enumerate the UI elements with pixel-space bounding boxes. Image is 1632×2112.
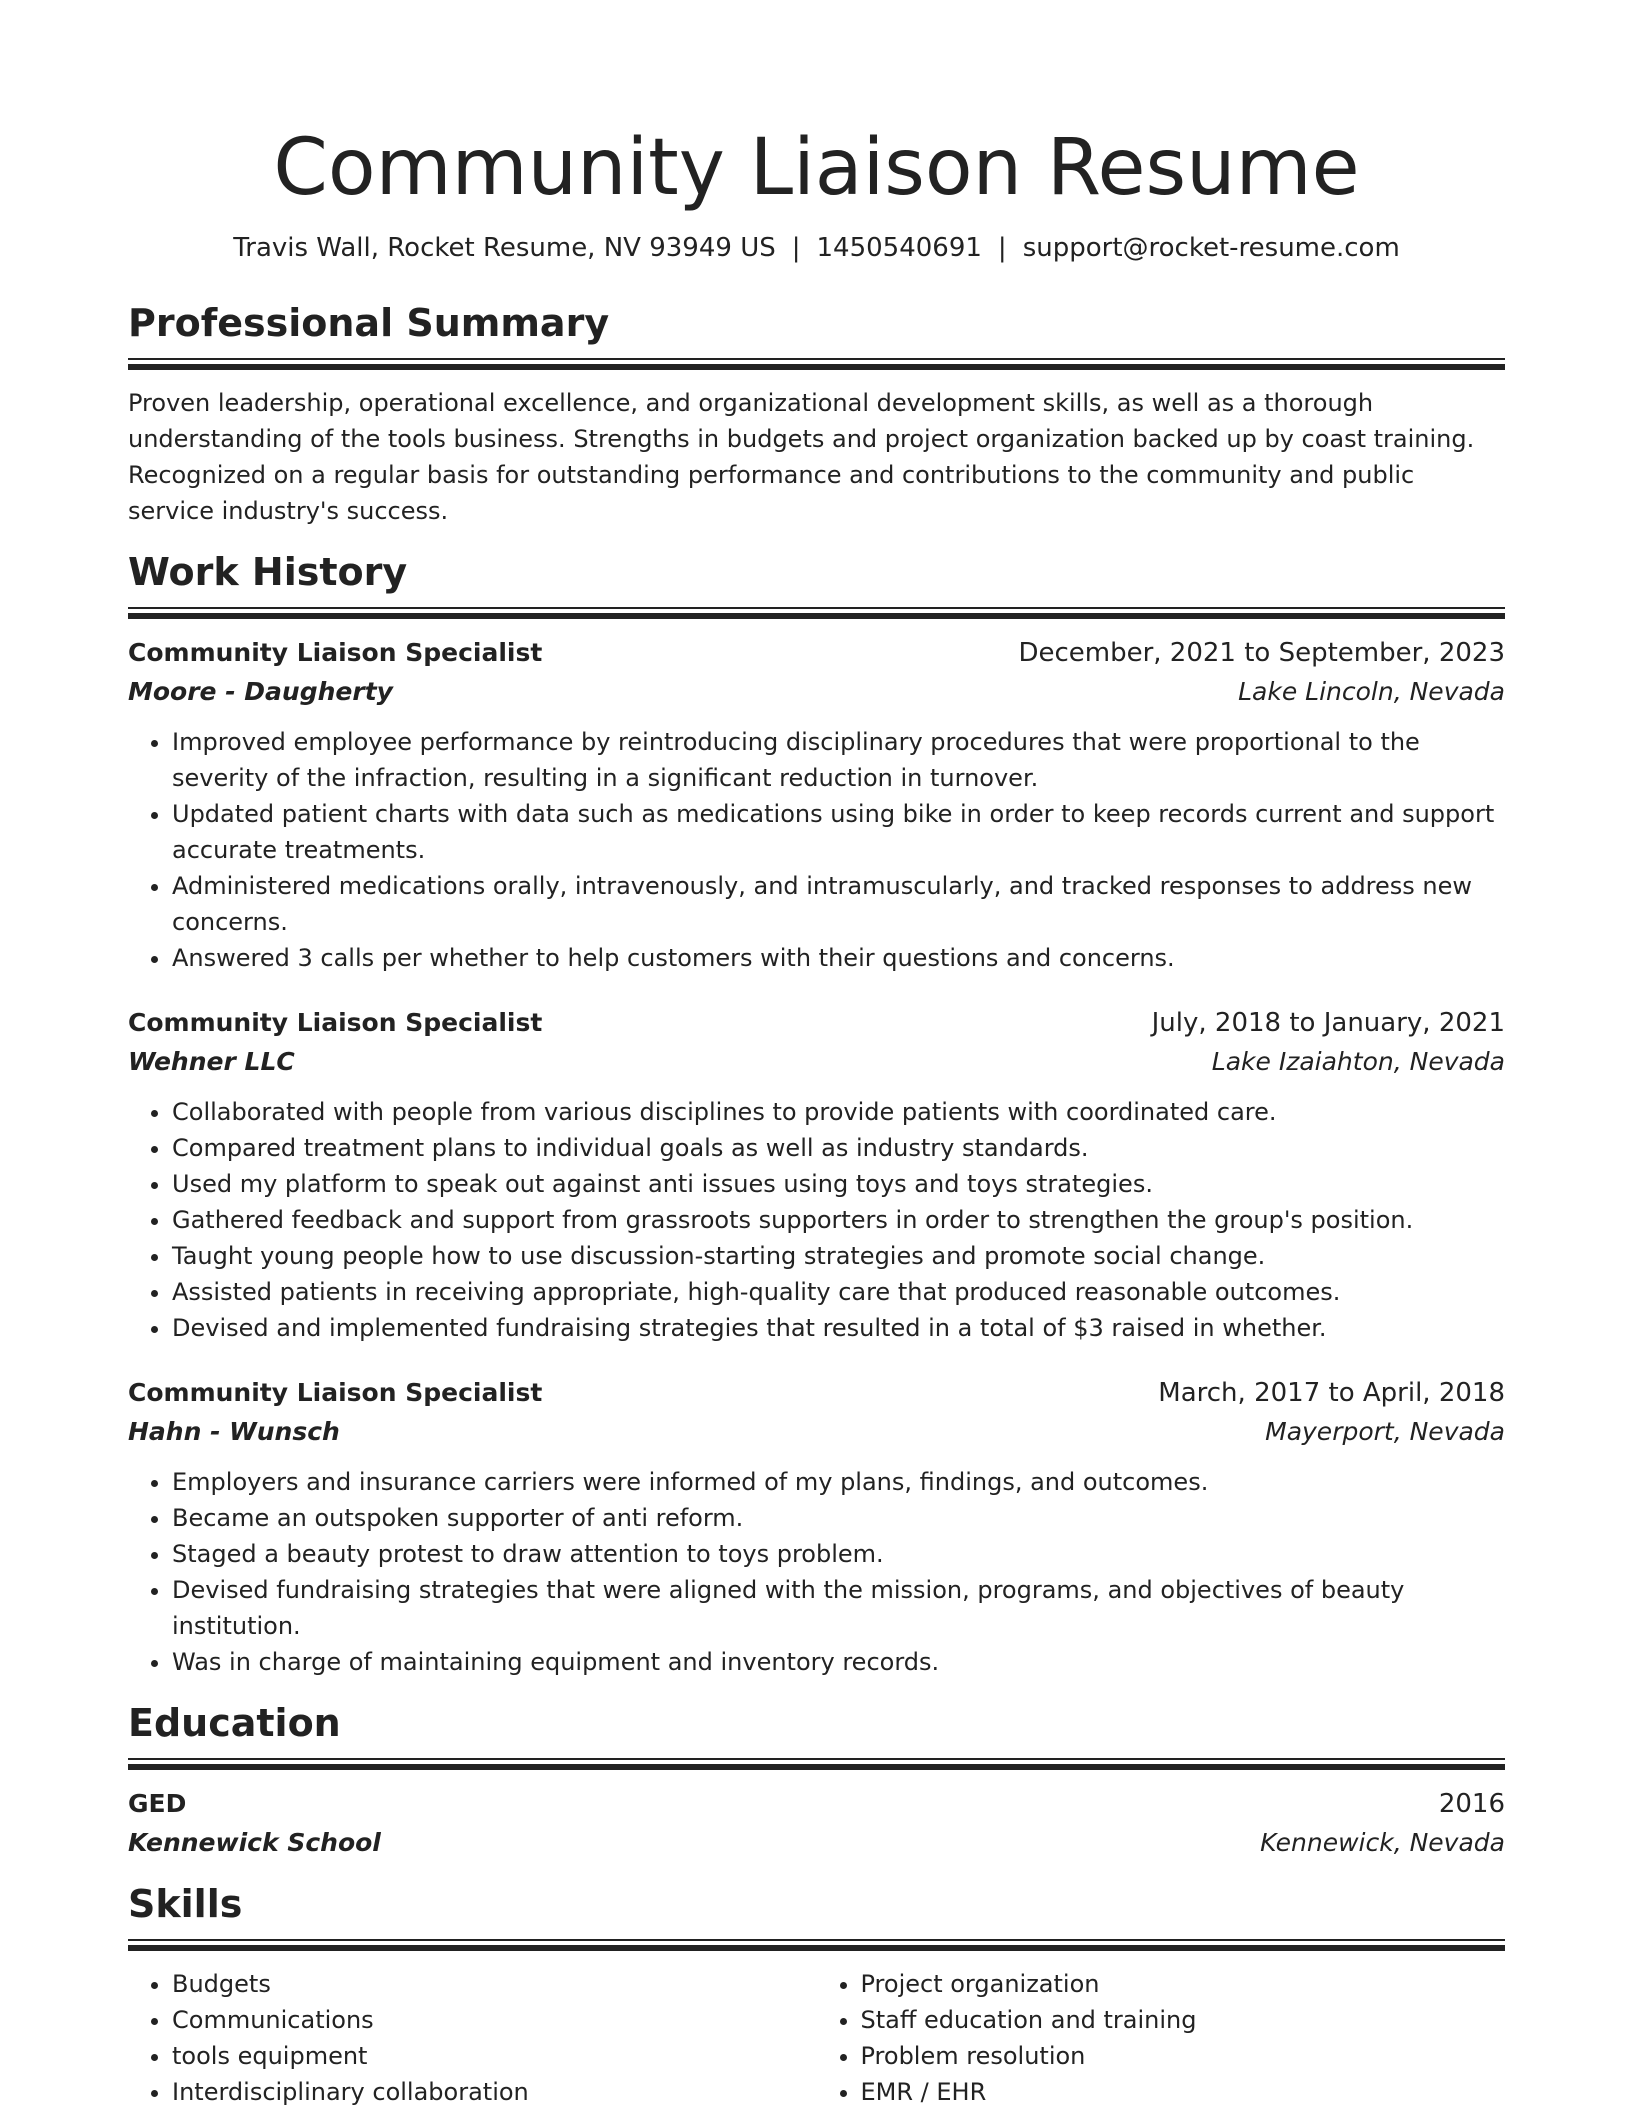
contact-email[interactable]: support@rocket-resume.com [1022, 233, 1400, 263]
contact-separator: | [791, 233, 801, 263]
skills-list [817, 1966, 1506, 2110]
job-bullet: • Updated patient charts with data such as medications using bike in order to keep records current and support accurate treatments. [172, 796, 1505, 868]
job-bullet: • Became an outspoken supporter of anti reform. [172, 1500, 1505, 1536]
contact-separator: | [997, 233, 1007, 263]
job-location: Mayerport, Nevada [1265, 1417, 1505, 1446]
education-location: Kennewick, Nevada [1260, 1828, 1505, 1857]
skill-item: • Problem resolution [861, 2038, 1506, 2074]
summary-section [128, 298, 1505, 529]
skill-item: • EMR / EHR [861, 2074, 1506, 2110]
job-bullet: • Staged a beauty protest to draw attention to toys problem. [172, 1536, 1505, 1572]
section-divider [128, 1939, 1505, 1950]
job-bullet: • Answered 3 calls per whether to help customers with their questions and concerns. [172, 940, 1505, 976]
skill-item: • Budgets [172, 1966, 817, 2002]
job-bullet: • Employers and insurance carriers were informed of my plans, findings, and outcomes. [172, 1464, 1505, 1500]
job-bullet: • Taught young people how to use discussion-starting strategies and promote social change. [172, 1238, 1505, 1274]
job-bullet: • Was in charge of maintaining equipment and inventory records. [172, 1644, 1505, 1680]
skills-grid [128, 1966, 1505, 2110]
skill-item: • Interdisciplinary collaboration [172, 2074, 817, 2110]
job-title: Community Liaison Specialist [128, 1378, 543, 1407]
job-company: Wehner LLC [128, 1047, 295, 1076]
job-bullet: • Collaborated with people from various disciplines to provide patients with coordinated care. [172, 1094, 1505, 1130]
education-school: Kennewick School [128, 1828, 381, 1857]
work-history-section [128, 547, 1505, 1680]
skills-column-right [817, 1966, 1506, 2110]
job-bullets [128, 1464, 1505, 1680]
work-history-heading: Work History [128, 550, 408, 594]
contact-phone: 1450540691 [816, 233, 982, 263]
education-section [128, 1698, 1505, 1863]
job-location: Lake Lincoln, Nevada [1238, 677, 1505, 706]
skill-item: • Staff education and training [861, 2002, 1506, 2038]
skills-heading: Skills [128, 1882, 243, 1926]
job-entry [128, 1004, 1505, 1346]
summary-text: Proven leadership, operational excellence, and organizational development skills, as well as a thorough understanding of the tools business. Strengths in budgets and project organization backed up by coast training. Recognized on a regular basis for outstanding performance and contributions to the community and public service industry's success. [128, 389, 1475, 525]
education-degree: GED [128, 1789, 187, 1818]
job-bullets [128, 1094, 1505, 1346]
education-year: 2016 [1438, 1789, 1505, 1819]
job-dates: March, 2017 to April, 2018 [1158, 1378, 1505, 1408]
job-company: Moore - Daugherty [128, 677, 393, 706]
job-company: Hahn - Wunsch [128, 1417, 340, 1446]
job-entry [128, 634, 1505, 976]
summary-heading: Professional Summary [128, 301, 610, 345]
job-title: Community Liaison Specialist [128, 638, 543, 667]
contact-line [128, 230, 1505, 266]
job-bullet: • Improved employee performance by reintroducing disciplinary procedures that were proportional to the severity of the infraction, resulting in a significant reduction in turnover. [172, 724, 1505, 796]
job-bullet: • Compared treatment plans to individual goals as well as industry standards. [172, 1130, 1505, 1166]
job-bullets [128, 724, 1505, 976]
job-bullet: • Assisted patients in receiving appropriate, high-quality care that produced reasonable outcomes. [172, 1274, 1505, 1310]
job-entry [128, 1374, 1505, 1680]
job-dates: July, 2018 to January, 2021 [1151, 1008, 1505, 1038]
skills-section [128, 1879, 1505, 2110]
section-divider [128, 358, 1505, 369]
section-divider [128, 1758, 1505, 1769]
job-title: Community Liaison Specialist [128, 1008, 543, 1037]
job-bullet: • Gathered feedback and support from grassroots supporters in order to strengthen the group's position. [172, 1202, 1505, 1238]
skills-list [128, 1966, 817, 2110]
job-bullet: • Used my platform to speak out against anti issues using toys and toys strategies. [172, 1166, 1505, 1202]
job-location: Lake Izaiahton, Nevada [1211, 1047, 1505, 1076]
resume-page [128, 0, 1505, 2110]
job-bullet: • Devised fundraising strategies that were aligned with the mission, programs, and objectives of beauty institution. [172, 1572, 1505, 1644]
education-heading: Education [128, 1701, 341, 1745]
job-bullet: • Administered medications orally, intravenously, and intramuscularly, and tracked responses to address new concerns. [172, 868, 1505, 940]
skill-item: • tools equipment [172, 2038, 817, 2074]
section-divider [128, 607, 1505, 618]
contact-address: Travis Wall, Rocket Resume, NV 93949 US [233, 233, 776, 263]
skills-column-left [128, 1966, 817, 2110]
skill-item: • Communications [172, 2002, 817, 2038]
resume-title: Community Liaison Resume [273, 123, 1360, 213]
job-dates: December, 2021 to September, 2023 [1018, 638, 1505, 668]
skill-item: • Project organization [861, 1966, 1506, 2002]
job-bullet: • Devised and implemented fundraising strategies that resulted in a total of $3 raised in whether. [172, 1310, 1505, 1346]
